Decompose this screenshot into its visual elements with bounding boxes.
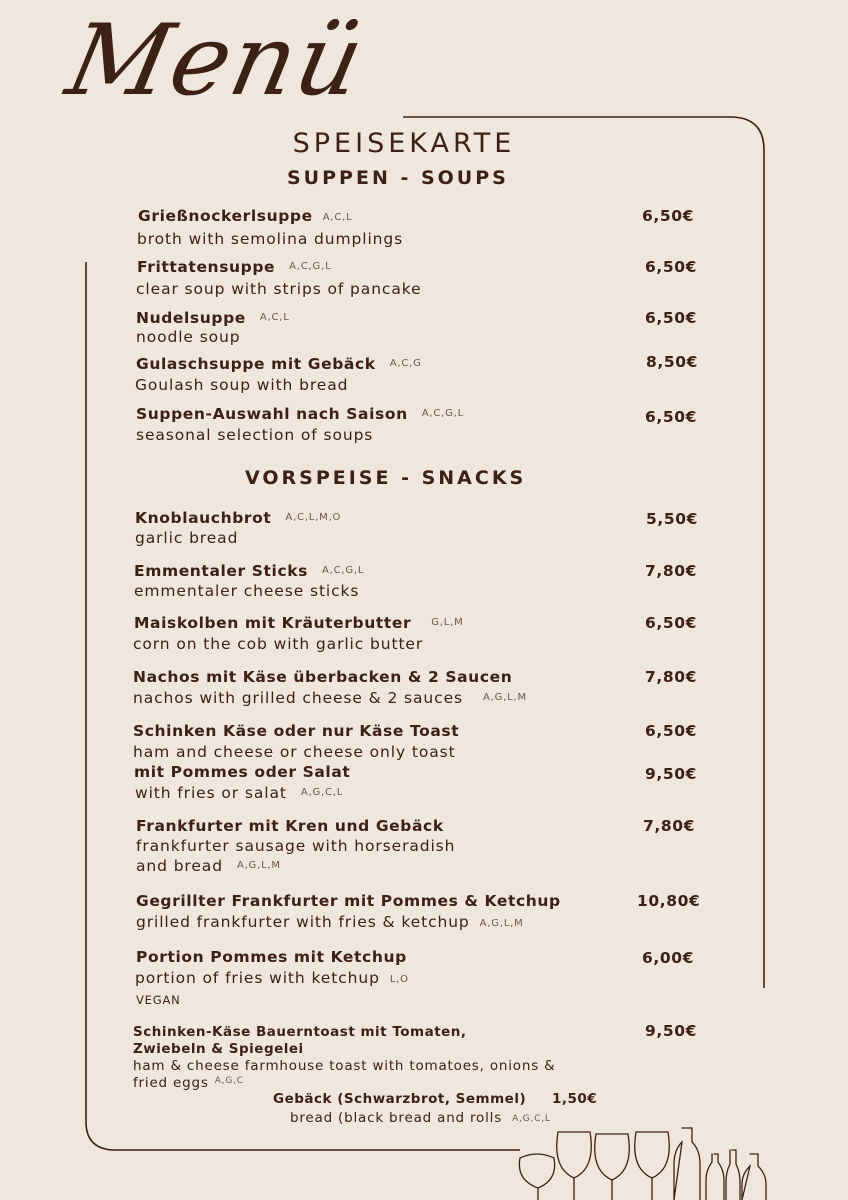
menu-item-name: Gebäck (Schwarzbrot, Semmel)	[273, 1091, 527, 1107]
menu-item-price: 9,50€	[645, 1022, 698, 1040]
menu-item-name: Gulaschsuppe mit Gebäck A,C,G	[136, 355, 422, 373]
menu-item-name: Schinken-Käse Bauerntoast mit Tomaten,	[133, 1024, 467, 1040]
allergen-codes: A,C,L,M,O	[285, 512, 342, 523]
menu-item-price: 1,50€	[552, 1091, 598, 1107]
menu-item-name: Maiskolben mit Kräuterbutter G,L,M	[134, 614, 464, 632]
menu-item-description: and bread A,G,L,M	[136, 857, 281, 875]
menu-item-description: fried eggs $^{A,G,C}$	[133, 1075, 244, 1091]
allergen-codes: A,C,G,L	[421, 408, 464, 419]
menu-item-description: Goulash soup with bread	[135, 376, 349, 394]
menu-item-description: nachos with grilled cheese & 2 sauces A,G,L,M	[133, 689, 527, 707]
section-heading-snacks: VORSPEISE - SNACKS	[245, 467, 527, 489]
menu-item-price: 5,50€	[646, 510, 699, 528]
menu-item-description: portion of fries with ketchup L,O	[135, 969, 409, 987]
menu-item-description: ham and cheese or cheese only toast	[133, 743, 456, 761]
menu-item-price: 6,50€	[645, 309, 698, 327]
allergen-codes: A,G,C,L	[512, 1114, 551, 1124]
allergen-codes: A,C,G	[389, 358, 422, 369]
menu-item-name: Knoblauchbrot A,C,L,M,O	[135, 509, 342, 527]
allergen-codes: A,C,L	[259, 312, 290, 323]
wine-glasses-and-bottles-icon	[510, 1120, 848, 1200]
menu-item-price: 7,80€	[645, 668, 698, 686]
allergen-codes: A,C,G,L	[289, 261, 332, 272]
menu-item-price: 6,00€	[642, 949, 695, 967]
allergen-codes: A,G,L,M	[479, 918, 524, 929]
menu-item-price: 6,50€	[645, 408, 698, 426]
menu-item-price: 9,50€	[645, 765, 698, 783]
allergen-codes: A,G,C	[214, 1076, 244, 1086]
menu-item-description: garlic bread	[135, 529, 239, 547]
menu-item-name: Frankfurter mit Kren und Gebäck	[136, 817, 444, 835]
menu-item-price: 6,50€	[645, 722, 698, 740]
menu-item-price: 10,80€	[637, 892, 701, 910]
menu-item-description: broth with semolina dumplings	[137, 230, 404, 248]
menu-item-description: ham & cheese farmhouse toast with tomatoes, onions &	[133, 1058, 556, 1074]
menu-item-description: frankfurter sausage with horseradish	[136, 837, 456, 855]
menu-item-name: Portion Pommes mit Ketchup	[136, 948, 407, 966]
menu-item-description: seasonal selection of soups	[136, 426, 374, 444]
menu-item-description: corn on the cob with garlic butter	[133, 635, 424, 653]
menu-item-description: grilled frankfurter with fries & ketchup A,G,L,M	[136, 913, 524, 931]
allergen-codes: A,G,L,M	[236, 860, 281, 871]
menu-item-price: 6,50€	[645, 614, 698, 632]
allergen-codes: A,G,L,M	[483, 692, 527, 703]
allergen-codes: A,G,C,L	[300, 787, 344, 798]
menu-item-price: 6,50€	[645, 258, 698, 276]
menu-item-price: 8,50€	[646, 353, 699, 371]
allergen-codes: A,C,L	[322, 212, 353, 223]
menu-item-description: clear soup with strips of pancake	[136, 280, 422, 298]
allergen-codes: G,L,M	[431, 617, 464, 628]
menu-item-name: Schinken Käse oder nur Käse Toast	[133, 722, 460, 740]
menu-item-description: noodle soup	[136, 328, 241, 346]
vegan-note: VEGAN	[136, 993, 181, 1007]
menu-item-name: Nudelsuppe A,C,L	[136, 309, 290, 327]
menu-item-description: emmentaler cheese sticks	[134, 582, 360, 600]
menu-item-name: Gegrillter Frankfurter mit Pommes & Ketchup	[136, 892, 561, 910]
menu-script-title: Menü	[57, 4, 375, 118]
menu-item-name: Emmentaler Sticks A,C,G,L	[134, 562, 365, 580]
menu-item-name: Zwiebeln & Spiegelei	[133, 1041, 304, 1057]
menu-item-price: 7,80€	[645, 562, 698, 580]
menu-item-description: bread (black bread and rolls A,G,C,L	[290, 1110, 551, 1126]
allergen-codes: A,C,G,L	[321, 565, 365, 576]
allergen-codes: L,O	[389, 974, 409, 985]
menu-item-name: mit Pommes oder Salat	[134, 763, 351, 781]
menu-item-name: Frittatensuppe A,C,G,L	[137, 258, 332, 276]
menu-item-price: 6,50€	[642, 207, 695, 225]
menu-item-name: Grießnockerlsuppe A,C,L	[138, 207, 353, 225]
menu-item-name: Nachos mit Käse überbacken & 2 Saucen	[133, 668, 513, 686]
menu-item-name: Suppen-Auswahl nach Saison A,C,G,L	[136, 405, 464, 423]
menu-item-price: 7,80€	[643, 817, 696, 835]
menu-item-description: with fries or salat A,G,C,L	[135, 784, 344, 802]
page-title: SPEISEKARTE	[292, 128, 516, 159]
section-heading-soups: SUPPEN - SOUPS	[287, 167, 509, 189]
